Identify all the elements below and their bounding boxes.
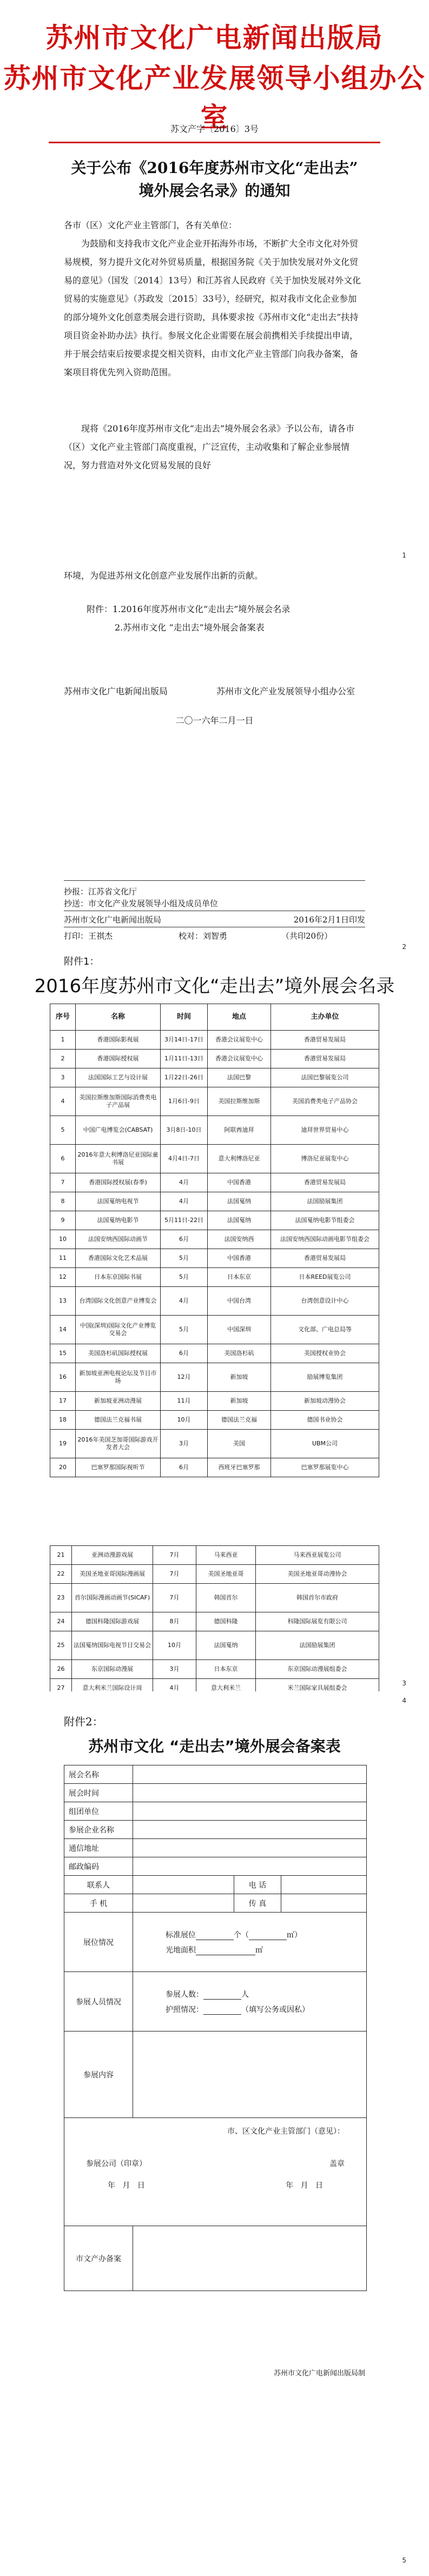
cell-organizer: 韩国首尔市政府 xyxy=(256,1584,379,1612)
cell-time: 5月 xyxy=(161,1249,208,1268)
cell-organizer: 迪拜世界贸易中心 xyxy=(271,1116,379,1145)
cell-place: 美国拉斯维加斯 xyxy=(208,1087,271,1116)
cell-index: 17 xyxy=(50,1392,76,1411)
field-phone-value[interactable] xyxy=(281,1876,367,1894)
header-title-2: 苏州市文化产业发展领导小组办公室 xyxy=(3,62,426,133)
cell-time: 5月 xyxy=(161,1268,208,1287)
cell-organizer: 励展博览集团 xyxy=(271,1363,379,1392)
page-number: 4 xyxy=(402,1697,406,1704)
col-index: 序号 xyxy=(50,1004,76,1031)
cell-index: 24 xyxy=(50,1612,72,1631)
cell-name: 法国国际工艺与设计展 xyxy=(76,1068,161,1087)
cell-place: 法国安纳西 xyxy=(208,1230,271,1249)
cell-organizer: 法国安纳西国际动画电影节组委会 xyxy=(271,1230,379,1249)
field-contact-value[interactable] xyxy=(133,1876,234,1894)
signature-bureau: 苏州市文化广电新闻出版局 xyxy=(64,686,168,696)
cc-line: 抄报：江苏省文化厅 xyxy=(64,887,137,897)
cell-name: 香港国际授权展 xyxy=(76,1050,161,1068)
field-office-record-value[interactable] xyxy=(133,2226,367,2291)
table-row xyxy=(50,1268,379,1287)
cell-index: 11 xyxy=(50,1249,76,1268)
cell-index: 9 xyxy=(50,1211,76,1230)
cell-organizer: 博洛尼亚展览中心 xyxy=(271,1145,379,1173)
issue-print-date: 2016年2月1日印发 xyxy=(293,915,365,925)
cell-place: 日本东京 xyxy=(208,1268,271,1287)
cell-place: 中国香港 xyxy=(208,1249,271,1268)
page-number: 5 xyxy=(402,2557,406,2564)
cell-index: 20 xyxy=(50,1458,76,1477)
cell-name: 法国戛纳电视节 xyxy=(76,1192,161,1211)
cell-place: 中国香港 xyxy=(208,1173,271,1192)
table-row xyxy=(50,1249,379,1268)
field-address-value[interactable] xyxy=(133,1839,367,1857)
form-row xyxy=(64,1839,367,1857)
attachment-2-label: 附件2： xyxy=(64,1715,103,1728)
booth-standard-unit: 个（ xyxy=(234,1930,249,1940)
field-postcode: 邮政编码 xyxy=(64,1857,133,1876)
cell-index: 16 xyxy=(50,1363,76,1392)
cell-index: 15 xyxy=(50,1344,76,1363)
field-fax: 传 真 xyxy=(234,1894,281,1913)
cell-index: 26 xyxy=(50,1660,72,1679)
cell-place: 阿联酋迪拜 xyxy=(208,1116,271,1145)
field-company: 参展企业名称 xyxy=(64,1821,133,1839)
cell-place: 香港会议展览中心 xyxy=(208,1050,271,1068)
booth-bare-label: 光地面积 xyxy=(166,1946,196,1955)
body-paragraph-1: 为鼓励和支持我市文化产业企业开拓海外市场，不断扩大全市文化对外贸易规模，努力提升文化对外贸易质量，根据国务院《关于加快发展对外文化贸易的意见》（国发〔2014〕13号）和江苏省人民政府《关于加快发展对外文化贸易的实施意见》（苏政发〔2015〕33号），经研究，拟对我市文化企业参加的部分境外文化创意类展会进行资助，具体要求按《苏州市文化“走出去”扶持项目资金补助办法》执行。参展文化企业需要在展会前携相关手续提出申请，并于展会结束后按要求提交相关资料，由市文化产业主管部门向我办备案，备案项目将优先列入资助范围。 xyxy=(64,238,361,377)
cell-organizer: 香港贸易发展局 xyxy=(271,1031,379,1050)
field-exhibition-time: 展会时间 xyxy=(64,1784,133,1802)
field-fax-value[interactable] xyxy=(281,1894,367,1913)
table-row xyxy=(50,1031,379,1050)
staff-visa-label: 护照情况： xyxy=(166,2005,203,2014)
cell-name: 2016年美国芝加哥国际游戏开发者大会 xyxy=(76,1430,161,1458)
cell-organizer: 马来西亚展览公司 xyxy=(256,1546,379,1565)
booth-standard-label: 标准展位 xyxy=(166,1930,196,1940)
cell-organizer: 香港贸易发展局 xyxy=(271,1173,379,1192)
cell-organizer: 美国消费类电子产品协会 xyxy=(271,1087,379,1116)
booth-bare-unit: ㎡ xyxy=(255,1946,263,1955)
cell-place: 美国洛杉矶 xyxy=(208,1344,271,1363)
cell-place: 法国巴黎 xyxy=(208,1068,271,1087)
cell-place: 马来西亚 xyxy=(196,1546,256,1565)
field-content: 参展内容 xyxy=(64,2031,133,2118)
cell-index: 13 xyxy=(50,1287,76,1316)
cell-place: 法国戛纳 xyxy=(208,1192,271,1211)
cell-time: 3月 xyxy=(161,1430,208,1458)
cell-index: 1 xyxy=(50,1031,76,1050)
cell-name: 香港国际授权展(春季) xyxy=(76,1173,161,1192)
form-row xyxy=(64,2226,367,2291)
cell-name: 法国戛纳国际电视节目交易会 xyxy=(72,1631,153,1660)
cell-index: 2 xyxy=(50,1050,76,1068)
cell-time: 4月 xyxy=(161,1287,208,1316)
table-row xyxy=(50,1230,379,1249)
cell-place: 德国科隆 xyxy=(196,1612,256,1631)
footer-rule-top xyxy=(64,880,365,881)
cell-organizer: 巴塞罗那展览中心 xyxy=(271,1458,379,1477)
form-footer: 苏州市文化广电新闻出版局制 xyxy=(273,2369,365,2378)
cell-index: 12 xyxy=(50,1268,76,1287)
cell-index: 22 xyxy=(50,1565,72,1584)
cell-name: 法国戛纳电影节 xyxy=(76,1211,161,1230)
field-office-record: 市文产办备案 xyxy=(64,2226,133,2291)
attachment-list-2: 2.苏州市文化 “走出去”境外展会备案表 xyxy=(115,622,265,633)
form-row xyxy=(64,1876,367,1894)
cell-name: 德国科隆国际游戏展 xyxy=(72,1612,153,1631)
approval-opinion: 市、区文化产业主管部门（意见）： xyxy=(227,2127,345,2136)
cell-time: 7月 xyxy=(153,1546,196,1565)
cell-place: 法国戛纳 xyxy=(208,1211,271,1230)
cell-index: 7 xyxy=(50,1173,76,1192)
form-row xyxy=(64,1972,367,2031)
table-row xyxy=(50,1050,379,1068)
cell-index: 3 xyxy=(50,1068,76,1087)
cell-time: 1月6日-9日 xyxy=(161,1087,208,1116)
cell-time: 7月 xyxy=(153,1584,196,1612)
cell-organizer: UBM公司 xyxy=(271,1430,379,1458)
cell-place: 日本东京 xyxy=(196,1660,256,1679)
cell-name: 意大利米兰国际设计周 xyxy=(72,1679,153,1698)
cell-name: 中国(深圳)国际文化产业博览交易会 xyxy=(76,1316,161,1344)
cell-time: 5月11日-22日 xyxy=(161,1211,208,1230)
field-exhibition-name-value[interactable] xyxy=(133,1765,367,1784)
cell-place: 新加坡 xyxy=(208,1363,271,1392)
cell-name: 德国法兰克福书展 xyxy=(76,1411,161,1430)
cell-time: 12月 xyxy=(161,1363,208,1392)
field-exhibition-name: 展会名称 xyxy=(64,1765,133,1784)
cell-name: 巴塞罗那国际视听节 xyxy=(76,1458,161,1477)
page-3 xyxy=(0,815,429,1545)
table-row xyxy=(50,1173,379,1192)
booth-standard-unit-2: ㎡） xyxy=(287,1930,302,1940)
issuer: 苏州市文化广电新闻出版局 xyxy=(64,915,162,925)
cell-place: 西班牙巴塞罗那 xyxy=(208,1458,271,1477)
page-2 xyxy=(0,567,429,815)
notice-title-line-1: 关于公布《2016年度苏州市文化“走出去” xyxy=(71,159,358,177)
cell-place: 中国深圳 xyxy=(208,1316,271,1344)
approval-date: 年 月 日 xyxy=(286,2181,323,2190)
cell-index: 10 xyxy=(50,1230,76,1249)
table-row xyxy=(50,1363,379,1392)
cell-organizer: 法国励展集团 xyxy=(271,1192,379,1211)
cell-name: 香港国际文化艺术品展 xyxy=(76,1249,161,1268)
cc-line-2: 抄送：市文化产业发展领导小组及成员单位 xyxy=(64,899,219,908)
cell-time: 3月14日-17日 xyxy=(161,1031,208,1050)
cell-place: 美国 xyxy=(208,1430,271,1458)
form-row xyxy=(64,1913,367,1972)
cell-time: 3月8日-10日 xyxy=(161,1116,208,1145)
cell-organizer: 香港贸易发展局 xyxy=(271,1249,379,1268)
table-row xyxy=(50,1565,379,1584)
cell-organizer: 新加坡动漫协会 xyxy=(271,1392,379,1411)
cell-time: 6月 xyxy=(161,1458,208,1477)
table-row xyxy=(50,1458,379,1477)
table-row xyxy=(50,1344,379,1363)
cell-organizer: 法国巴黎展览公司 xyxy=(271,1068,379,1087)
table-row xyxy=(50,1612,379,1631)
cell-place: 意大利博洛尼亚 xyxy=(208,1145,271,1173)
page-number: 2 xyxy=(402,943,406,951)
table-row xyxy=(50,1430,379,1458)
cell-index: 21 xyxy=(50,1546,72,1565)
table-row xyxy=(50,1192,379,1211)
attachment-list-1: 附件：1.2016年度苏州市文化“走出去”境外展会名录 xyxy=(87,604,291,614)
cell-time: 4月 xyxy=(161,1173,208,1192)
form-row xyxy=(64,1784,367,1802)
cell-place: 中国台湾 xyxy=(208,1287,271,1316)
exhibition-table xyxy=(50,1004,379,1477)
cell-name: 新加坡亚洲电视论坛及节目市场 xyxy=(76,1363,161,1392)
cell-name: 美国洛杉矶国际授权展 xyxy=(76,1344,161,1363)
cell-time: 5月 xyxy=(161,1316,208,1344)
field-postcode-value[interactable] xyxy=(133,1857,367,1876)
cell-time: 1月22日-26日 xyxy=(161,1068,208,1087)
cell-time: 4月4日-7日 xyxy=(161,1145,208,1173)
col-place: 地点 xyxy=(208,1004,271,1031)
field-booth-value[interactable] xyxy=(133,1913,367,1972)
form-row xyxy=(64,1894,367,1913)
cell-time: 1月11日-13日 xyxy=(161,1050,208,1068)
cell-time: 4月 xyxy=(153,1679,196,1698)
red-divider xyxy=(49,142,380,143)
table-row xyxy=(50,1392,379,1411)
cell-organizer: 米兰国际家具展组委会 xyxy=(256,1679,379,1698)
attachment-1-label: 附件1： xyxy=(64,956,100,967)
cell-time: 3月 xyxy=(153,1660,196,1679)
field-phone: 电 话 xyxy=(234,1876,281,1894)
field-exhibition-time-value[interactable] xyxy=(133,1784,367,1802)
cell-place: 德国法兰克福 xyxy=(208,1411,271,1430)
signature-office: 苏州市文化产业发展领导小组办公室 xyxy=(216,686,355,696)
typist: 打印：王祺杰 xyxy=(64,931,113,941)
cell-name: 新加坡亚洲动漫展 xyxy=(76,1392,161,1411)
form-row xyxy=(64,2031,367,2118)
seal-label: 盖章 xyxy=(329,2160,345,2168)
cell-name: 美国圣地亚哥国际漫画展 xyxy=(72,1565,153,1584)
staff-count-unit: 人 xyxy=(241,1990,249,1999)
registration-form xyxy=(64,1765,367,2291)
col-name: 名称 xyxy=(76,1004,161,1031)
cell-time: 7月 xyxy=(153,1565,196,1584)
table-row xyxy=(50,1660,379,1679)
salutation: 各市（区）文化产业主管部门，各有关单位： xyxy=(64,220,237,230)
form-row xyxy=(64,1765,367,1784)
issue-date: 二〇一六年二月一日 xyxy=(175,715,254,726)
field-organizer: 组团单位 xyxy=(64,1802,133,1821)
cell-organizer: 科隆国际展览有限公司 xyxy=(256,1612,379,1631)
table-row xyxy=(50,1211,379,1230)
cell-index: 14 xyxy=(50,1316,76,1344)
table-row xyxy=(50,1546,379,1565)
cell-time: 11月 xyxy=(161,1392,208,1411)
cell-place: 法国戛纳 xyxy=(196,1631,256,1660)
staff-visa-note: （填写公务或因私） xyxy=(241,2005,309,2014)
cell-name: 日本东京国际书展 xyxy=(76,1268,161,1287)
table-row xyxy=(50,1631,379,1660)
header-title-1: 苏州市文化广电新闻出版局 xyxy=(45,22,384,54)
cell-place: 美国圣地亚哥 xyxy=(196,1565,256,1584)
table-header-row xyxy=(50,1004,379,1031)
field-company-value[interactable] xyxy=(133,1821,367,1839)
cell-index: 27 xyxy=(50,1679,72,1698)
applicant-seal: 参展公司（印章） xyxy=(86,2160,147,2168)
cell-time: 4月 xyxy=(161,1192,208,1211)
field-mobile: 手 机 xyxy=(64,1894,133,1913)
cell-index: 23 xyxy=(50,1584,72,1612)
cell-organizer: 文化部、广电总局等 xyxy=(271,1316,379,1344)
cell-index: 18 xyxy=(50,1411,76,1430)
table-row xyxy=(50,1584,379,1612)
body-paragraph-2: 现将《2016年度苏州市文化“走出去”境外展会名录》予以公布，请各市（区）文化产业主管部门高度重视，广泛宣传，主动收集和了解企业参展情况，努力营造对外文化贸易发展的良好 xyxy=(64,423,355,470)
table-row xyxy=(50,1316,379,1344)
attachment-1-title: 2016年度苏州市文化“走出去”境外展会名录 xyxy=(34,975,395,997)
cell-organizer: 香港贸易发展局 xyxy=(271,1050,379,1068)
cell-organizer: 美国圣地亚哥动漫协会 xyxy=(256,1565,379,1584)
field-staff-value[interactable] xyxy=(133,1972,367,2031)
cell-organizer: 法国戛纳电影节组委会 xyxy=(271,1211,379,1230)
field-mobile-value[interactable] xyxy=(133,1894,234,1913)
cell-name: 中国广电博览会(CABSAT) xyxy=(76,1116,161,1145)
cell-name: 法国安纳西国际动画节 xyxy=(76,1230,161,1249)
cell-place: 韩国首尔 xyxy=(196,1584,256,1612)
notice-title-line-2: 境外展会名录》的通知 xyxy=(138,182,291,200)
field-booth: 展位情况 xyxy=(64,1913,133,1972)
table-row xyxy=(50,1116,379,1145)
proofreader: 校对：刘智勇 xyxy=(179,931,228,941)
field-contact: 联系人 xyxy=(64,1876,133,1894)
field-address: 通信地址 xyxy=(64,1839,133,1857)
cell-organizer: 德国书业协会 xyxy=(271,1411,379,1430)
page-number: 1 xyxy=(402,552,406,559)
form-row xyxy=(64,1821,367,1839)
cell-index: 4 xyxy=(50,1087,76,1116)
cell-name: 香港国际影视展 xyxy=(76,1031,161,1050)
table-row xyxy=(50,1287,379,1316)
body-paragraph-2-continued: 环境，为促进苏州文化创意产业发展作出新的贡献。 xyxy=(64,570,263,581)
cell-name: 2016年意大利博洛尼亚国际童书展 xyxy=(76,1145,161,1173)
cell-name: 首尔国际漫画动画节(SICAF) xyxy=(72,1584,153,1612)
field-content-value[interactable] xyxy=(133,2031,367,2118)
page-1 xyxy=(0,0,429,567)
cell-organizer: 日本REED展览公司 xyxy=(271,1268,379,1287)
copies: （共印20份） xyxy=(281,931,333,941)
cell-organizer: 法国励展集团 xyxy=(256,1631,379,1660)
cell-organizer: 美国授权业协会 xyxy=(271,1344,379,1363)
cell-index: 8 xyxy=(50,1192,76,1211)
cell-time: 10月 xyxy=(153,1631,196,1660)
staff-count-label: 参展人数： xyxy=(166,1990,203,1999)
cell-organizer: 台湾创意设计中心 xyxy=(271,1287,379,1316)
col-organizer: 主办单位 xyxy=(271,1004,379,1031)
cell-index: 6 xyxy=(50,1145,76,1173)
cell-name: 台湾国际文化创意产业博览会 xyxy=(76,1287,161,1316)
form-row xyxy=(64,1802,367,1821)
approval-cell[interactable] xyxy=(64,2118,367,2226)
cell-time: 8月 xyxy=(153,1612,196,1631)
cell-name: 亚洲动漫游戏展 xyxy=(72,1546,153,1565)
cell-place: 新加坡 xyxy=(208,1392,271,1411)
form-row xyxy=(64,1857,367,1876)
page-5 xyxy=(0,1691,429,2576)
attachment-2-title: 苏州市文化 “走出去”境外展会备案表 xyxy=(88,1737,341,1755)
document-number: 苏文产字〔2016〕3号 xyxy=(170,124,259,134)
table-row xyxy=(50,1068,379,1087)
page-4 xyxy=(0,1545,429,1691)
cell-time: 6月 xyxy=(161,1344,208,1363)
cell-index: 5 xyxy=(50,1116,76,1145)
cell-place: 香港会议展览中心 xyxy=(208,1031,271,1050)
cell-name: 美国拉斯维加斯国际消费类电子产品展 xyxy=(76,1087,161,1116)
cell-name: 东京国际动漫展 xyxy=(72,1660,153,1679)
applicant-date: 年 月 日 xyxy=(108,2181,145,2190)
page-number: 3 xyxy=(402,1679,406,1687)
col-time: 时间 xyxy=(161,1004,208,1031)
field-organizer-value[interactable] xyxy=(133,1802,367,1821)
cell-index: 25 xyxy=(50,1631,72,1660)
field-staff: 参展人员情况 xyxy=(64,1972,133,2031)
cell-organizer: 东京国际动漫展组委会 xyxy=(256,1660,379,1679)
form-row xyxy=(64,2118,367,2226)
cell-place: 意大利米兰 xyxy=(196,1679,256,1698)
table-row xyxy=(50,1145,379,1173)
cell-index: 19 xyxy=(50,1430,76,1458)
cell-time: 6月 xyxy=(161,1230,208,1249)
cell-time: 10月 xyxy=(161,1411,208,1430)
table-row xyxy=(50,1411,379,1430)
table-row xyxy=(50,1087,379,1116)
